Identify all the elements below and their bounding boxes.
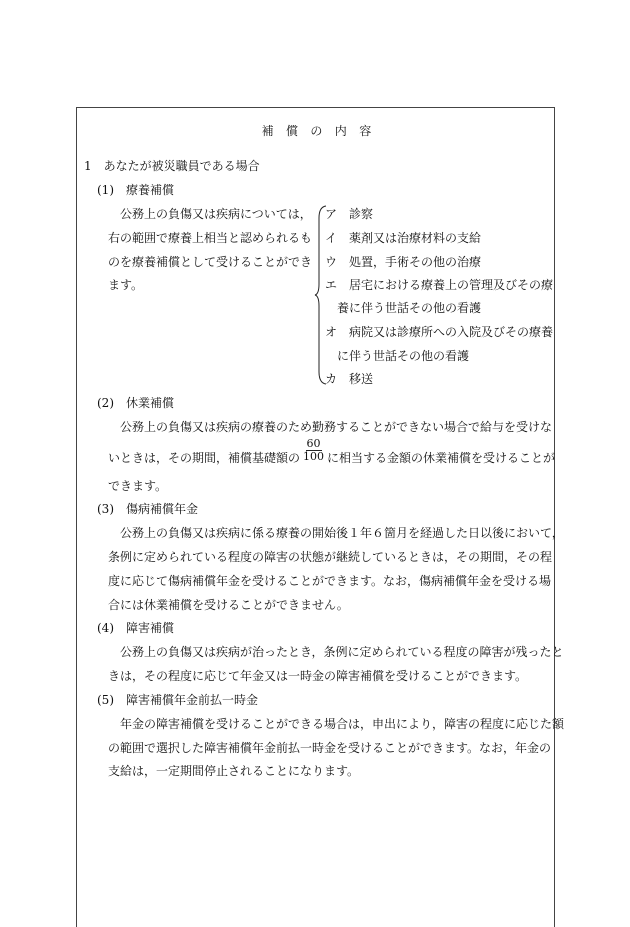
- fraction-numerator: 60: [306, 437, 321, 450]
- shogai-text-line: 公務上の負傷又は疾病が治ったとき，条例に定められている程度の障害が残ったと: [120, 645, 564, 659]
- ryoyo-text-line: 公務上の負傷又は疾病については，: [120, 207, 312, 221]
- shobyo-text-line: 公務上の負傷又は疾病に係る療養の開始後１年６箇月を経過した日以後において，: [120, 526, 564, 540]
- page-title: 補 償 の 内 容: [261, 124, 372, 138]
- ryoyo-range-item: ウ 処置，手術その他の治療: [325, 255, 482, 269]
- ryoyo-range-item: カ 移送: [325, 372, 374, 386]
- fraction-denominator: 100: [303, 450, 324, 463]
- kyugyo-heading: (2) 休業補償: [97, 396, 174, 410]
- maebarai-text-line: 支給は，一定期間停止されることになります。: [108, 764, 360, 778]
- shobyo-text-line: 合には休業補償を受けることができません。: [108, 598, 349, 612]
- shogai-heading: (4) 障害補償: [97, 621, 174, 635]
- fraction-60-100: [303, 438, 324, 463]
- maebarai-text-line: 年金の障害補償を受けることができる場合は，申出により，障害の程度に応じた額: [120, 717, 565, 731]
- maebarai-text-line: の範囲で選択した障害補償年金前払一時金を受けることができます。なお，年金の: [108, 741, 552, 755]
- ryoyo-text-line: のを療養補償として受けることができ: [108, 255, 313, 269]
- ryoyo-range-item: ア 診察: [325, 207, 374, 221]
- shobyo-heading: (3) 傷病補償年金: [97, 502, 198, 516]
- shogai-text-line: きは，その程度に応じて年金又は一時金の障害補償を受けることができます。: [108, 669, 528, 683]
- kyugyo-text-line: 公務上の負傷又は疾病の療養のため勤務することができない場合で給与を受けな: [120, 420, 553, 434]
- ryoyo-heading: (1) 療養補償: [97, 183, 174, 197]
- kyugyo-text-line: に相当する金額の休業補償を受けることが: [327, 451, 556, 465]
- document-frame: [76, 107, 565, 927]
- kyugyo-text-line: いときは，その期間，補償基礎額の: [108, 451, 301, 465]
- section-1-heading: 1 あなたが被災職員である場合: [84, 159, 260, 173]
- ryoyo-text-line: 右の範囲で療養上相当と認められるも: [108, 231, 313, 245]
- ryoyo-range-item: 養に伴う世話その他の看護: [325, 301, 482, 315]
- shobyo-text-line: 度に応じて傷病補償年金を受けることができます。なお，傷病補償年金を受ける場: [108, 574, 552, 588]
- ryoyo-range-item: に伴う世話その他の看護: [325, 349, 470, 363]
- ryoyo-range-item: エ 居宅における療養上の管理及びその療: [325, 278, 554, 292]
- ryoyo-text-line: ます。: [108, 278, 144, 292]
- maebarai-heading: (5) 障害補償年金前払一時金: [97, 693, 258, 707]
- shobyo-text-line: 条例に定められている程度の障害の状態が継続しているときは，その期間，その程: [108, 550, 553, 564]
- kyugyo-text-line: できます。: [108, 479, 168, 493]
- ryoyo-range-item: イ 薬剤又は治療材料の支給: [325, 231, 482, 245]
- ryoyo-range-item: オ 病院又は診療所への入院及びその療養: [325, 325, 554, 339]
